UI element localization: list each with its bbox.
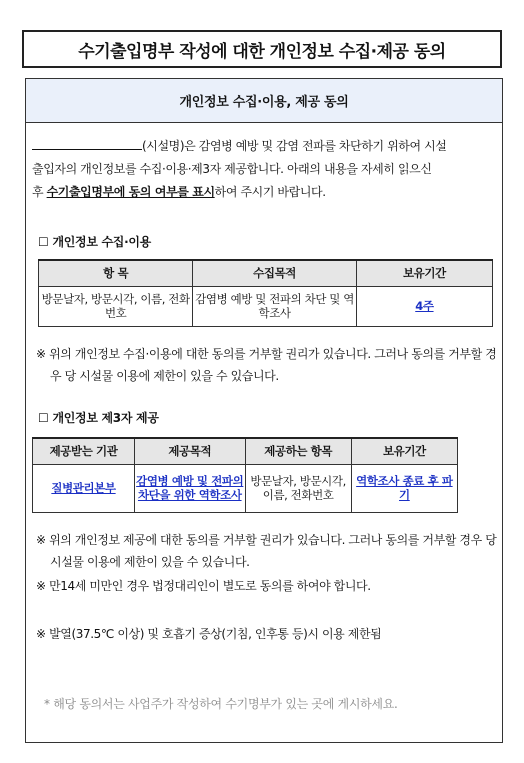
minor-note: [32, 575, 502, 597]
intro-line-1: (시설명)은 감염병 예방 및 감염 전파를 차단하기 위하여 시설: [142, 139, 447, 153]
purpose-link: 감염병 예방 및 전파의 차단을 위한 역학조사: [136, 474, 244, 502]
collection-note: [32, 343, 502, 387]
fever-note: [32, 623, 502, 645]
header-period: 보유기간: [351, 438, 457, 464]
note-mark: ※: [36, 533, 46, 547]
table-header-row: [39, 260, 493, 286]
intro-line-3-prefix: 후: [32, 185, 47, 199]
posting-footnote: * 해당 동의서는 사업주가 작성하여 수기명부가 있는 곳에 게시하세요.: [44, 697, 398, 711]
third-party-note: [32, 529, 502, 573]
checkbox-icon: ☐: [38, 235, 49, 249]
table-row: [33, 464, 458, 512]
section-title-collection: [38, 233, 151, 250]
note-text: 만14세 미만인 경우 법정대리인이 별도로 동의를 하여야 합니다.: [49, 579, 371, 593]
note-text: 위의 개인정보 제공에 대한 동의를 거부할 권리가 있습니다. 그러나 동의를 거부할 경우 당 시설물 이용에 제한이 있을 수 있습니다.: [49, 533, 497, 569]
note-mark: ※: [36, 627, 46, 641]
intro-paragraph: [32, 135, 498, 204]
header-org: 제공받는 기관: [33, 438, 135, 464]
section2-title: 개인정보 제3자 제공: [52, 411, 159, 425]
header-period: 보유기간: [356, 260, 492, 286]
table-row: [39, 286, 493, 326]
note-text: 발열(37.5℃ 이상) 및 호흡기 증상(기침, 인후통 등)시 이용 제한됨: [49, 627, 382, 641]
period-link: 역학조사 종료 후 파기: [356, 474, 453, 502]
consent-form: [25, 78, 503, 743]
org-link: 질병관리본부: [51, 481, 116, 495]
header-purpose: 수집목적: [193, 260, 356, 286]
section-title-third-party: [38, 409, 159, 426]
third-party-table: [32, 437, 458, 513]
collection-period: [356, 286, 492, 326]
intro-line-2: 출입자의 개인정보를 수집·이용·제3자 제공합니다. 아래의 내용을 자세히 읽으신: [32, 162, 432, 176]
intro-line-3-suffix: 하여 주시기 바랍니다.: [214, 185, 326, 199]
header-purpose: 제공목적: [135, 438, 246, 464]
collection-items: 방문날자, 방문시각, 이름, 전화번호: [39, 286, 193, 326]
note-mark: ※: [36, 579, 46, 593]
note-mark: ※: [36, 347, 46, 361]
header-items: 제공하는 항목: [245, 438, 351, 464]
table-header-row: [33, 438, 458, 464]
third-party-purpose: [135, 464, 246, 512]
section-header: 개인정보 수집·이용, 제공 동의: [26, 79, 502, 123]
facility-name-blank[interactable]: [32, 138, 142, 150]
checkbox-icon: ☐: [38, 411, 49, 425]
collection-table: [38, 259, 493, 327]
period-link: 4주: [415, 299, 434, 313]
section1-title: 개인정보 수집·이용: [52, 235, 151, 249]
third-party-period: [351, 464, 457, 512]
header-item: 항 목: [39, 260, 193, 286]
document-title: 수기출입명부 작성에 대한 개인정보 수집·제공 동의: [22, 30, 502, 68]
collection-purpose: 감염병 예방 및 전파의 차단 및 역학조사: [193, 286, 356, 326]
intro-emphasis: 수기출입명부에 동의 여부를 표시: [46, 185, 215, 199]
third-party-items: 방문날자, 방문시각, 이름, 전화번호: [245, 464, 351, 512]
note-text: 위의 개인정보 수집·이용에 대한 동의를 거부할 권리가 있습니다. 그러나 동의를 거부할 경우 당 시설물 이용에 제한이 있을 수 있습니다.: [49, 347, 497, 383]
third-party-org: [33, 464, 135, 512]
